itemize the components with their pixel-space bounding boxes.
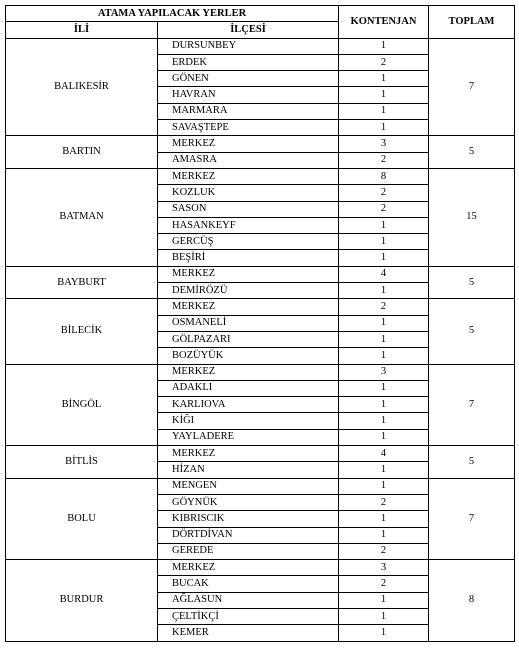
quota-cell: 4 [339,446,429,462]
total-cell: 5 [429,136,515,169]
district-cell: SASON [158,201,339,217]
district-cell: MERKEZ [158,168,339,184]
quota-cell: 1 [339,397,429,413]
district-cell: ERDEK [158,54,339,70]
district-cell: ADAKLI [158,380,339,396]
total-cell: 7 [429,364,515,445]
quota-cell: 1 [339,103,429,119]
quota-cell: 8 [339,168,429,184]
district-cell: KİĞI [158,413,339,429]
table-row [6,299,515,315]
province-cell: BİLECİK [6,299,158,364]
quota-cell: 1 [339,315,429,331]
quota-cell: 2 [339,543,429,559]
district-cell: BEŞİRİ [158,250,339,266]
district-cell: GÖYNÜK [158,494,339,510]
district-cell: MENGEN [158,478,339,494]
quota-cell: 1 [339,71,429,87]
quota-cell: 2 [339,185,429,201]
quota-cell: 4 [339,266,429,282]
quota-cell: 1 [339,234,429,250]
district-cell: KEMER [158,625,339,641]
quota-cell: 1 [339,413,429,429]
district-cell: KOZLUK [158,185,339,201]
district-cell: GÖLPAZARI [158,331,339,347]
quota-cell: 2 [339,494,429,510]
quota-cell: 1 [339,331,429,347]
district-cell: HASANKEYF [158,217,339,233]
quota-cell: 1 [339,608,429,624]
table-row [6,38,515,54]
district-cell: ÇELTİKÇİ [158,608,339,624]
province-cell: BATMAN [6,168,158,266]
province-cell: BALIKESİR [6,38,158,136]
quota-cell: 1 [339,592,429,608]
quota-cell: 1 [339,38,429,54]
allocation-table [5,5,515,642]
district-cell: MERKEZ [158,299,339,315]
quota-cell: 3 [339,136,429,152]
table-row [6,168,515,184]
province-cell: BAYBURT [6,266,158,299]
district-cell: AMASRA [158,152,339,168]
quota-cell: 1 [339,120,429,136]
quota-cell: 1 [339,511,429,527]
header-kontenjan: KONTENJAN [339,6,429,39]
allocation-table-wrapper [5,5,515,642]
quota-cell: 1 [339,625,429,641]
quota-cell: 1 [339,348,429,364]
table-row [6,364,515,380]
province-cell: BİTLİS [6,446,158,479]
district-cell: DURSUNBEY [158,38,339,54]
total-cell: 7 [429,38,515,136]
district-cell: MERKEZ [158,560,339,576]
district-cell: DÖRTDİVAN [158,527,339,543]
district-cell: MERKEZ [158,446,339,462]
district-cell: YAYLADERE [158,429,339,445]
total-cell: 7 [429,478,515,559]
quota-cell: 1 [339,462,429,478]
table-row [6,136,515,152]
province-cell: BOLU [6,478,158,559]
quota-cell: 2 [339,152,429,168]
district-cell: GÖNEN [158,71,339,87]
table-body [6,38,515,641]
quota-cell: 1 [339,87,429,103]
province-cell: BARTIN [6,136,158,169]
table-row [6,266,515,282]
total-cell: 5 [429,266,515,299]
header-ilce: İLÇESİ [158,22,339,38]
quota-cell: 1 [339,478,429,494]
district-cell: HİZAN [158,462,339,478]
quota-cell: 2 [339,299,429,315]
table-row [6,478,515,494]
province-cell: BURDUR [6,560,158,641]
quota-cell: 2 [339,54,429,70]
quota-cell: 1 [339,429,429,445]
district-cell: MERKEZ [158,364,339,380]
quota-cell: 3 [339,364,429,380]
total-cell: 8 [429,560,515,641]
district-cell: BUCAK [158,576,339,592]
header-il: İLİ [6,22,158,38]
district-cell: GEREDE [158,543,339,559]
total-cell: 5 [429,446,515,479]
quota-cell: 2 [339,201,429,217]
province-cell: BİNGÖL [6,364,158,445]
header-title: ATAMA YAPILACAK YERLER [6,6,339,22]
quota-cell: 2 [339,576,429,592]
table-header [6,6,515,39]
district-cell: AĞLASUN [158,592,339,608]
district-cell: MARMARA [158,103,339,119]
district-cell: KARLIOVA [158,397,339,413]
district-cell: BOZÜYÜK [158,348,339,364]
total-cell: 15 [429,168,515,266]
district-cell: GERCÜŞ [158,234,339,250]
quota-cell: 1 [339,217,429,233]
total-cell: 5 [429,299,515,364]
header-toplam: TOPLAM [429,6,515,39]
quota-cell: 1 [339,380,429,396]
quota-cell: 3 [339,560,429,576]
district-cell: SAVAŞTEPE [158,120,339,136]
district-cell: MERKEZ [158,266,339,282]
district-cell: OSMANELİ [158,315,339,331]
district-cell: KIBRISCIK [158,511,339,527]
district-cell: DEMİRÖZÜ [158,283,339,299]
table-row [6,560,515,576]
quota-cell: 1 [339,527,429,543]
district-cell: HAVRAN [158,87,339,103]
quota-cell: 1 [339,283,429,299]
quota-cell: 1 [339,250,429,266]
table-row [6,446,515,462]
district-cell: MERKEZ [158,136,339,152]
